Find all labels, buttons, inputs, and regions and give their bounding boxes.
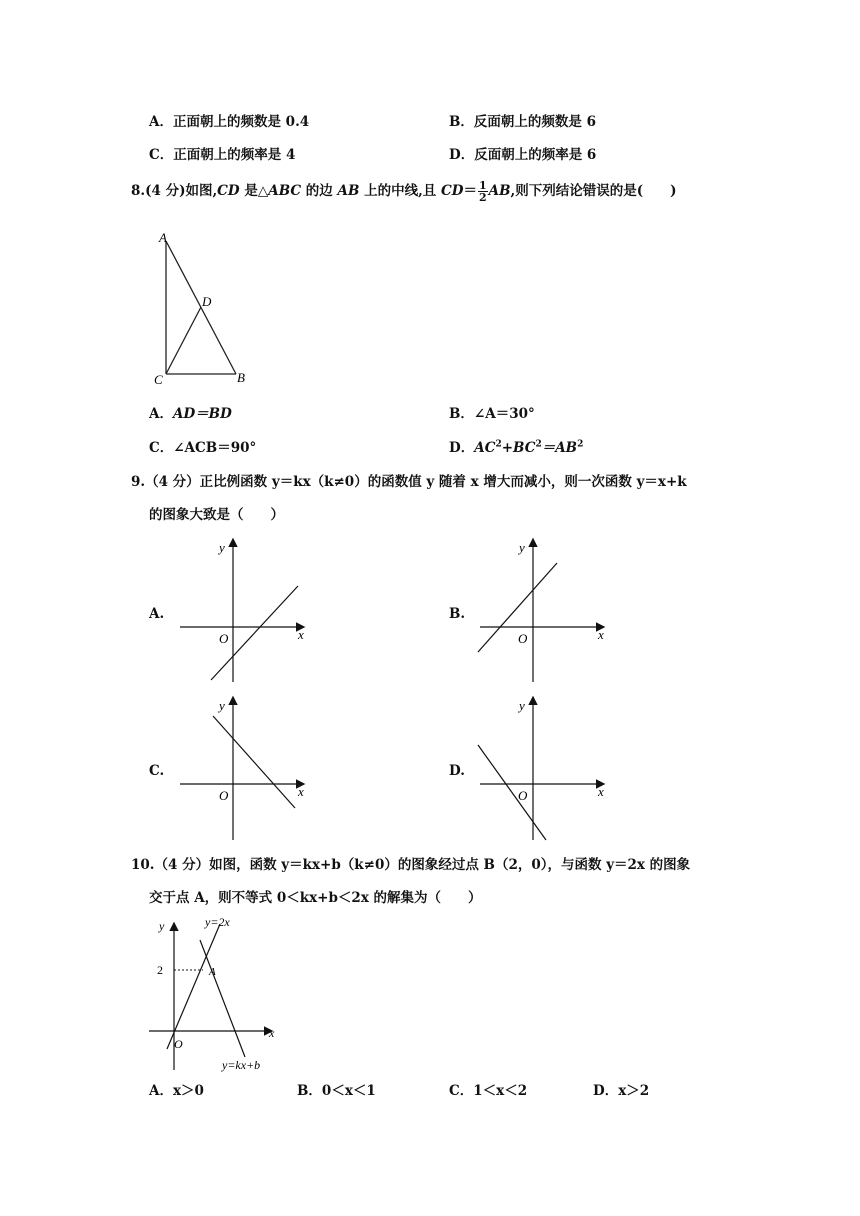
option-letter: A． [149,406,173,422]
x-label: x [598,784,604,799]
origin-label: O [518,631,528,646]
option-text: ∠ACB＝90° [173,440,257,456]
label-b: B [237,370,245,385]
option-letter: B． [297,1083,322,1099]
y-label: y [519,698,525,713]
q9-graph-c[interactable] [170,690,320,846]
option-text: 反面朝上的频数是 6 [473,114,597,130]
q9-stem-line2: 的图象大致是（ ） [149,507,284,523]
line-y-2x-label: y=2x [205,915,230,929]
stem-text: 如图, [185,183,218,199]
option-text: 正面朝上的频率是 4 [173,147,296,163]
option-text: 反面朝上的频率是 6 [474,147,597,163]
option-letter: B． [449,406,474,422]
var-ab: AB [488,183,511,199]
q9-graph-a[interactable] [170,532,320,688]
segment-cd [166,307,201,374]
y-label: y [519,540,525,555]
origin-label: O [174,1037,183,1051]
term-ac: AC [474,440,496,456]
q10-option-a[interactable] [149,1082,204,1100]
line-y-2x [167,924,220,1049]
option-letter: B． [449,114,474,130]
q10-option-d[interactable] [593,1082,649,1100]
y-label: y [219,698,225,713]
option-letter: D． [449,147,475,163]
fraction-one-half [478,180,488,203]
label-d: D [202,294,212,309]
q9-graph-b[interactable] [470,532,620,688]
q8-triangle-figure [145,225,255,390]
x-label: x [298,627,304,642]
option-text: ∠A＝30° [473,406,535,422]
option-text: 正面朝上的频数是 0.4 [172,114,310,130]
origin-label: O [219,631,229,646]
y-label: y [159,919,165,933]
stem-text: （4 分）正比例函数 y＝kx（k≠0）的函数值 y 随着 x 增大而减小，则一次函数 y＝x+k [145,474,687,490]
q9-graph-d[interactable] [470,690,620,846]
option-text: AD＝BD [172,406,232,422]
option-text: 1＜x＜2 [473,1083,528,1099]
var-cd: CD [441,183,464,199]
var-abc: ABC [268,183,302,199]
question-number: 8. [131,183,146,199]
stem-text: ,则下列结论错误的是( ) [510,183,677,199]
y-label: y [219,540,225,555]
q10-stem-line2: 交于点 A，则不等式 0＜kx+b＜2x 的解集为（ ） [149,890,482,906]
tick-2-label: 2 [157,963,163,977]
question-number: 9. [131,474,146,490]
q7-option-b[interactable] [449,113,596,131]
var-ab: AB [337,183,360,199]
q9-stem-line1 [131,473,687,491]
x-label: x [269,1026,275,1040]
option-letter: D． [593,1083,619,1099]
q7-option-d[interactable] [449,146,596,164]
stem-text: （4 分）如图，函数 y＝kx+b（k≠0）的图象经过点 B（2，0），与函数 y＝2x 的图象 [154,857,691,873]
exponent: 2 [577,439,584,450]
option-letter: C． [149,147,174,163]
option-letter: A． [149,114,173,130]
exponent: 2 [495,439,502,450]
q10-stem-line1 [131,856,690,874]
question-number: 10. [131,857,155,873]
option-letter: C． [449,1083,474,1099]
frac-denominator: 2 [478,191,487,204]
q7-option-c[interactable] [149,146,295,164]
q9-option-c-label[interactable]: C. [149,763,165,779]
frac-numerator: 1 [478,179,487,192]
origin-label: O [518,788,528,803]
q8-option-d[interactable] [449,439,583,457]
question-score: (4 分) [145,183,186,199]
q9-option-d-label[interactable]: D. [449,763,465,779]
line-y-kx-b [200,940,245,1057]
x-label: x [298,784,304,799]
q8-option-a[interactable] [149,405,232,423]
q8-option-c[interactable] [149,439,256,457]
q10-option-c[interactable] [449,1082,527,1100]
stem-text: 上的中线,且 [359,183,442,199]
option-text: 0＜x＜1 [321,1083,376,1099]
term-ab: ＝AB [541,440,578,456]
q10-option-b[interactable] [297,1082,376,1100]
q9-option-b-label[interactable]: B. [449,606,466,622]
var-cd: CD [217,183,240,199]
stem-text: 的边 [301,183,338,199]
option-text: x＞0 [172,1083,204,1099]
exponent: 2 [535,439,542,450]
label-c: C [154,372,163,387]
equals-sign: ＝ [463,183,477,199]
q10-figure [145,912,295,1074]
stem-text: 是△ [239,183,269,199]
line-y-kx-b-label: y=kx+b [222,1058,261,1072]
option-letter: C． [149,440,174,456]
term-bc: +BC [501,440,536,456]
q7-option-a[interactable] [149,113,309,131]
option-letter: D． [449,440,475,456]
q9-option-a-label[interactable]: A. [149,606,165,622]
origin-label: O [219,788,229,803]
point-a-label: A [209,966,216,978]
function-line [478,745,546,840]
x-label: x [598,627,604,642]
q8-option-b[interactable] [449,405,535,423]
option-text: x＞2 [618,1083,650,1099]
option-letter: A． [149,1083,173,1099]
label-a: A [159,230,167,245]
q8-stem [131,180,677,203]
